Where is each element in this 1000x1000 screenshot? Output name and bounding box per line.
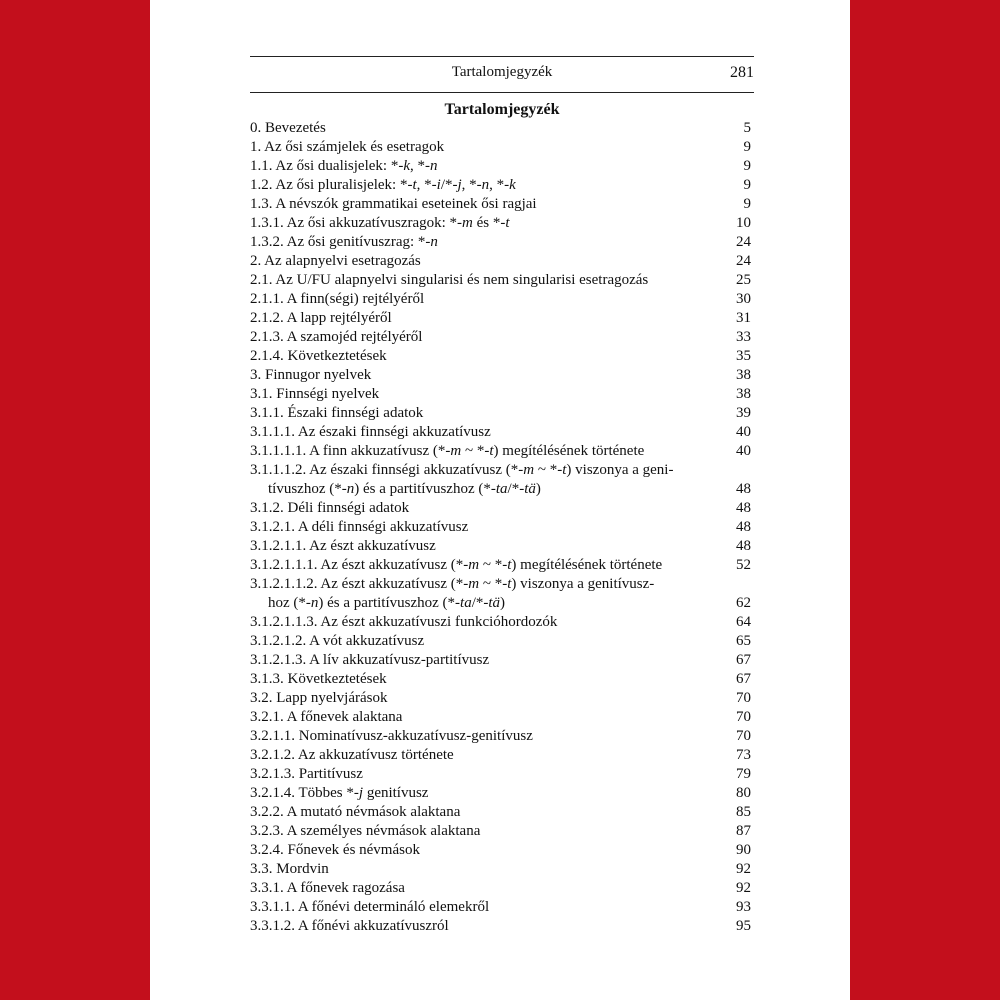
toc-entry-text: 3.1.3. Következtetések [250, 671, 387, 687]
toc-entry-text: 3.3.1.2. A főnévi akkuzatívuszról [250, 918, 449, 934]
toc-entry [250, 423, 754, 442]
toc-entry-page: 40 [736, 443, 751, 459]
toc-entry-text: 3.1.2. Déli finnségi adatok [250, 500, 410, 516]
toc-entry [250, 233, 754, 252]
toc-entry-page: 87 [736, 823, 751, 839]
toc-entry-text: 3.1.1.1. Az északi finnségi akkuzatívusz [250, 424, 491, 440]
toc-entry-text: 1.2. Az ősi pluralisjelek: *-t, *-i/*-j, *-n, *-k [250, 177, 516, 193]
toc-entry-text: 3.1.1.1.1. A finn akkuzatívusz (*-m ~ *-t) megítélésének története [250, 443, 645, 459]
toc-entry-text: 3.2. Lapp nyelvjárások [250, 690, 388, 706]
toc-entry-text: 3.3.1.1. A főnévi determináló elemekről [250, 899, 490, 915]
toc-entry-page: 33 [736, 329, 751, 345]
toc-entry-text: 3.2.1.4. Többes *-j genitívusz [250, 785, 429, 801]
toc-entry-page: 52 [736, 557, 751, 573]
toc-entry-text: 3.2.1.3. Partitívusz [250, 766, 363, 782]
toc-entry-text: 1.3.2. Az ősi genitívuszrag: *-n [250, 234, 438, 250]
toc-entry [250, 898, 754, 917]
toc-entry-page: 38 [736, 386, 751, 402]
toc-entry-page: 70 [736, 709, 751, 725]
toc-entry-page: 5 [743, 120, 751, 136]
toc-entry-page: 95 [736, 918, 751, 934]
toc-entry-page: 48 [736, 519, 751, 535]
toc-entry-text: 2.1.1. A finn(ségi) rejtélyéről [250, 291, 425, 307]
toc-entry-page: 62 [736, 595, 751, 611]
toc-entry-page: 48 [736, 500, 751, 516]
toc-entry-text: 1.1. Az ősi dualisjelek: *-k, *-n [250, 158, 438, 174]
toc-entry [250, 765, 754, 784]
toc-entry-text: 3.1.2.1.1.2. Az észt akkuzatívusz (*-m ~ *-t) viszonya a genitívusz- [250, 576, 655, 592]
toc-entry-text: 3.2.4. Főnevek és névmások [250, 842, 420, 858]
toc-entry [250, 784, 754, 803]
toc-entry-page: 64 [736, 614, 751, 630]
toc-entry-page: 30 [736, 291, 751, 307]
toc-entry-text: 1.3. A névszók grammatikai eseteinek ősi ragjai [250, 196, 537, 212]
header-bottom-rule [250, 92, 754, 93]
toc-entry-text: hoz (*-n) és a partitívuszhoz (*-ta/*-tä) [268, 595, 506, 611]
toc-entry-page: 9 [743, 158, 751, 174]
book-page [150, 0, 850, 1000]
toc-entry [250, 670, 754, 689]
toc-entry-text: 3.1.2.1. A déli finnségi akkuzatívusz [250, 519, 469, 535]
toc-entry-text: 1.3.1. Az ősi akkuzatívuszragok: *-m és *-t [250, 215, 510, 231]
toc-entry-text: 3.3. Mordvin [250, 861, 329, 877]
toc-entry-text: 3.1. Finnségi nyelvek [250, 386, 380, 402]
toc-entry [250, 252, 754, 271]
header-top-rule [250, 56, 754, 57]
toc-entry-text: 2.1.2. A lapp rejtélyéről [250, 310, 392, 326]
toc-entry-page: 90 [736, 842, 751, 858]
toc-entry-page: 80 [736, 785, 751, 801]
toc-entry-text: 0. Bevezetés [250, 120, 326, 136]
toc-entry-text: 1. Az ősi számjelek és esetragok [250, 139, 445, 155]
toc-entry-page: 31 [736, 310, 751, 326]
toc-entry-page: 70 [736, 728, 751, 744]
toc-entry-page: 70 [736, 690, 751, 706]
toc-entry [250, 309, 754, 328]
toc-entry-text: 3.1.1. Északi finnségi adatok [250, 405, 424, 421]
toc-entry [250, 803, 754, 822]
toc-entry-page: 25 [736, 272, 751, 288]
toc-entry [250, 841, 754, 860]
toc-entry [250, 651, 754, 670]
toc-entry [250, 385, 754, 404]
toc-entry-page: 24 [736, 234, 751, 250]
toc-entry-page: 40 [736, 424, 751, 440]
running-title: Tartalomjegyzék [451, 64, 553, 80]
toc-entry-text: 2.1.4. Következtetések [250, 348, 387, 364]
toc-entry-text: 2. Az alapnyelvi esetragozás [250, 253, 421, 269]
toc-entry [250, 556, 754, 575]
toc-entry-page: 48 [736, 538, 751, 554]
toc-entry [250, 632, 754, 651]
toc-entry-page: 24 [736, 253, 751, 269]
toc-entry [250, 290, 754, 309]
toc-entry [250, 366, 754, 385]
toc-entry-text: 3.1.2.1.1.3. Az észt akkuzatívuszi funkcióhordozók [250, 614, 558, 630]
toc-entry-page: 9 [743, 177, 751, 193]
toc-entry-page: 93 [736, 899, 751, 915]
toc-entry [250, 138, 754, 157]
toc-entry-text: 3.2.1.2. Az akkuzatívusz története [250, 747, 454, 763]
toc-entry-text: 3.1.2.1.1. Az észt akkuzatívusz [250, 538, 436, 554]
toc-entry-page: 39 [736, 405, 751, 421]
toc-entry [250, 119, 754, 138]
toc-entry-text: 3.2.1. A főnevek alaktana [250, 709, 403, 725]
toc-entry-page: 73 [736, 747, 751, 763]
toc-entry-page: 92 [736, 861, 751, 877]
toc-entry [250, 195, 754, 214]
toc-entry-text: 3.1.2.1.1.1. Az észt akkuzatívusz (*-m ~ *-t) megítélésének története [250, 557, 663, 573]
toc-entry [250, 917, 754, 936]
toc-entry [250, 480, 754, 499]
toc-entry [250, 727, 754, 746]
toc-title: Tartalomjegyzék [444, 101, 560, 118]
toc-entry-text: 3.1.2.1.2. A vót akkuzatívusz [250, 633, 425, 649]
toc-entry-page: 67 [736, 652, 751, 668]
running-head [250, 64, 754, 86]
toc-entry-page: 9 [743, 139, 751, 155]
toc-entry [250, 708, 754, 727]
toc-entry [250, 613, 754, 632]
toc-entry [250, 575, 754, 594]
toc-entry-text: 3.2.2. A mutató névmások alaktana [250, 804, 461, 820]
toc-entry-page: 65 [736, 633, 751, 649]
toc-entry-page: 48 [736, 481, 751, 497]
toc-entry-page: 9 [743, 196, 751, 212]
toc-entry [250, 860, 754, 879]
toc-entry-page: 79 [736, 766, 751, 782]
toc-entry [250, 271, 754, 290]
toc-entry [250, 347, 754, 366]
toc-entry [250, 461, 754, 480]
toc-entry-text: 3.1.2.1.3. A lív akkuzatívusz-partitívusz [250, 652, 490, 668]
toc-entry-page: 38 [736, 367, 751, 383]
toc-entry-text: 2.1. Az U/FU alapnyelvi singularisi és nem singularisi esetragozás [250, 272, 649, 288]
toc-entry-text: 3.2.3. A személyes névmások alaktana [250, 823, 481, 839]
toc-entry-text: 3. Finnugor nyelvek [250, 367, 372, 383]
toc-entry [250, 746, 754, 765]
toc-entry [250, 404, 754, 423]
toc-entry [250, 537, 754, 556]
toc-entry-page: 85 [736, 804, 751, 820]
toc-entry [250, 442, 754, 461]
toc-entry-page: 92 [736, 880, 751, 896]
toc-entry-text: 2.1.3. A szamojéd rejtélyéről [250, 329, 423, 345]
toc-entry-page: 10 [736, 215, 751, 231]
toc-entry [250, 594, 754, 613]
toc-entry-text: 3.1.1.1.2. Az északi finnségi akkuzatívusz (*-m ~ *-t) viszonya a geni- [250, 462, 674, 478]
toc-entry-text: tívuszhoz (*-n) és a partitívuszhoz (*-ta/*-tä) [268, 481, 541, 497]
toc-entry [250, 822, 754, 841]
toc-list [250, 119, 754, 936]
page-number: 281 [730, 64, 754, 81]
toc-entry [250, 518, 754, 537]
toc-entry-page: 35 [736, 348, 751, 364]
toc-entry [250, 879, 754, 898]
toc-entry-text: 3.2.1.1. Nominatívusz-akkuzatívusz-genitívusz [250, 728, 533, 744]
toc-entry [250, 689, 754, 708]
toc-entry-text: 3.3.1. A főnevek ragozása [250, 880, 405, 896]
toc-entry [250, 157, 754, 176]
toc-entry [250, 176, 754, 195]
toc-entry [250, 499, 754, 518]
toc-entry [250, 214, 754, 233]
toc-entry [250, 328, 754, 347]
toc-entry-page: 67 [736, 671, 751, 687]
